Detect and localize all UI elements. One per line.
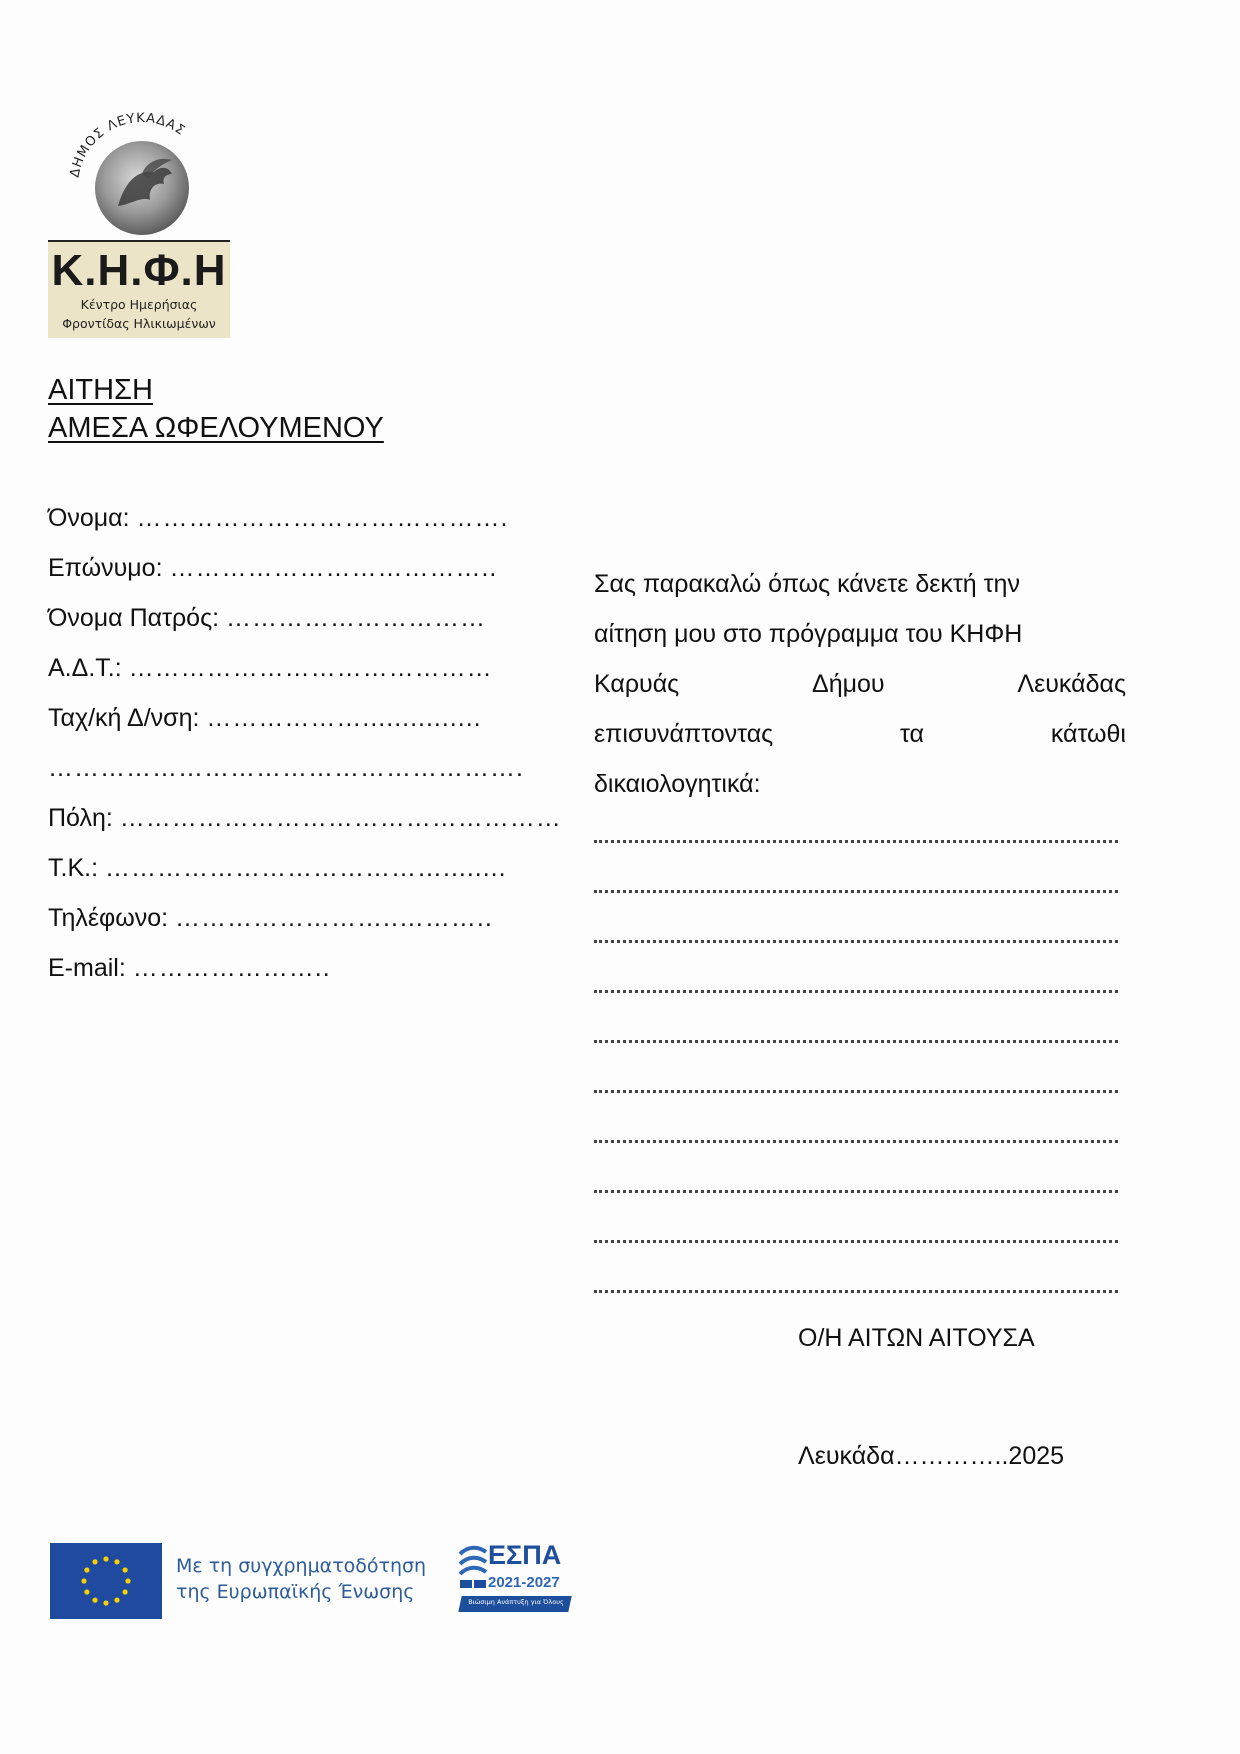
document-line[interactable]: [594, 1136, 1118, 1143]
espa-years: 2021-2027: [488, 1574, 560, 1591]
request-word-karyas: Καρυάς: [594, 670, 680, 698]
request-line1-text: Σας παρακαλώ όπως κάνετε δεκτή την: [594, 570, 1020, 598]
eu-star-icon: [114, 1598, 119, 1603]
seal-graphic: [56, 108, 228, 240]
field-postal-code[interactable]: [48, 854, 507, 883]
field-name-label: Όνομα:: [48, 504, 130, 532]
field-surname-label: Επώνυμο:: [48, 554, 163, 582]
document-line[interactable]: [594, 1036, 1118, 1043]
field-email-blank[interactable]: …………………..: [132, 954, 331, 982]
field-father-name-label: Όνομα Πατρός:: [48, 604, 220, 632]
field-id-number-blank[interactable]: ……………………………………: [128, 654, 493, 682]
document-line[interactable]: [594, 836, 1118, 843]
eu-star-icon: [123, 1567, 128, 1572]
field-name-blank[interactable]: …………………………………….: [136, 504, 509, 532]
espa-logo: [458, 1540, 574, 1626]
kifi-subtitle-line2: Φροντίδας Ηλικιωμένων: [62, 316, 216, 331]
eu-stars-icon: [50, 1543, 162, 1619]
request-word-dimou: Δήμου: [812, 670, 885, 698]
eu-star-icon: [125, 1578, 130, 1583]
field-address[interactable]: [48, 704, 482, 733]
request-line5-text: δικαιολογητικά:: [594, 770, 761, 798]
seal-arc-text: ΔΗΜΟΣ ΛΕΥΚΑΔΑΣ: [67, 110, 188, 179]
eu-star-icon: [114, 1559, 119, 1564]
field-id-number-label: Α.Δ.Τ.:: [48, 654, 122, 682]
signature-label: Ο/Η ΑΙΤΩΝ ΑΙΤΟΥΣΑ: [798, 1324, 1035, 1352]
cofunding-line2: της Ευρωπαϊκής Ένωσης: [176, 1581, 415, 1603]
eu-star-icon: [84, 1567, 89, 1572]
field-email[interactable]: [48, 954, 331, 983]
field-postal-code-label: Τ.Κ.:: [48, 854, 99, 882]
request-line4: [594, 720, 1126, 749]
request-line2-text: αίτηση μου στο πρόγραμμα του ΚΗΦΗ: [594, 620, 1023, 648]
cofunding-line1: Με τη συγχρηματοδότηση: [176, 1555, 427, 1577]
field-email-label: E-mail:: [48, 954, 126, 982]
field-address-label: Ταχ/κή Δ/νση:: [48, 704, 200, 732]
field-surname[interactable]: [48, 554, 497, 583]
eu-flag-icon: [50, 1543, 162, 1619]
eu-star-icon: [103, 1600, 108, 1605]
espa-waves-icon: [458, 1542, 488, 1594]
request-line2: [594, 620, 1126, 649]
eu-star-icon: [81, 1578, 86, 1583]
espa-title: ΕΣΠΑ: [488, 1540, 562, 1570]
eu-star-icon: [123, 1589, 128, 1594]
kifi-acronym: Κ.Η.Φ.Η: [51, 246, 227, 295]
eu-star-icon: [103, 1556, 108, 1561]
field-father-name-blank[interactable]: …………………………: [226, 604, 487, 632]
eu-star-icon: [84, 1589, 89, 1594]
request-word-episynaptontas: επισυνάπτοντας: [594, 720, 774, 748]
field-address-continued[interactable]: [48, 754, 524, 783]
municipality-seal: [56, 108, 228, 240]
field-name[interactable]: [48, 504, 508, 533]
eu-star-icon: [92, 1598, 97, 1603]
document-line[interactable]: [594, 1236, 1118, 1243]
eu-star-icon: [92, 1559, 97, 1564]
document-line[interactable]: [594, 936, 1118, 943]
request-line1: [594, 570, 1126, 599]
document-title-line1: ΑΙΤΗΣΗ: [48, 374, 153, 406]
field-address-blank[interactable]: ………………...............: [206, 704, 482, 732]
place-date-field[interactable]: Λευκάδα…………..2025: [798, 1442, 1065, 1470]
field-city-blank[interactable]: ……………………………………………: [119, 804, 562, 832]
espa-slogan: Βιώσιμη Ανάπτυξη για Όλους: [468, 1598, 564, 1606]
request-word-katothi: κάτωθι: [1050, 720, 1126, 748]
field-phone[interactable]: [48, 904, 493, 933]
field-address-continued-blank[interactable]: ……………………………………………….: [48, 754, 524, 782]
kifi-logo: [48, 240, 230, 338]
document-line[interactable]: [594, 986, 1118, 993]
field-surname-blank[interactable]: ………………………………..: [169, 554, 498, 582]
field-father-name[interactable]: [48, 604, 486, 633]
request-word-lefkadas: Λευκάδας: [1017, 670, 1126, 698]
document-line[interactable]: [594, 1186, 1118, 1193]
field-phone-blank[interactable]: ……………………..………..: [175, 904, 493, 932]
document-line[interactable]: [594, 1086, 1118, 1093]
field-phone-label: Τηλέφωνο:: [48, 904, 169, 932]
field-postal-code-blank[interactable]: …………………………………........: [105, 854, 507, 882]
request-line3: [594, 670, 1126, 699]
document-title-line2: ΑΜΕΣΑ ΩΦΕΛΟΥΜΕΝΟΥ: [48, 412, 384, 444]
field-id-number[interactable]: [48, 654, 493, 683]
kifi-subtitle-line1: Κέντρο Ημερήσιας: [80, 297, 198, 312]
request-line5: [594, 770, 1126, 799]
field-city[interactable]: [48, 804, 562, 833]
document-line[interactable]: [594, 886, 1118, 893]
field-city-label: Πόλη:: [48, 804, 113, 832]
request-word-ta: τα: [900, 720, 925, 748]
document-line[interactable]: [594, 1286, 1118, 1293]
